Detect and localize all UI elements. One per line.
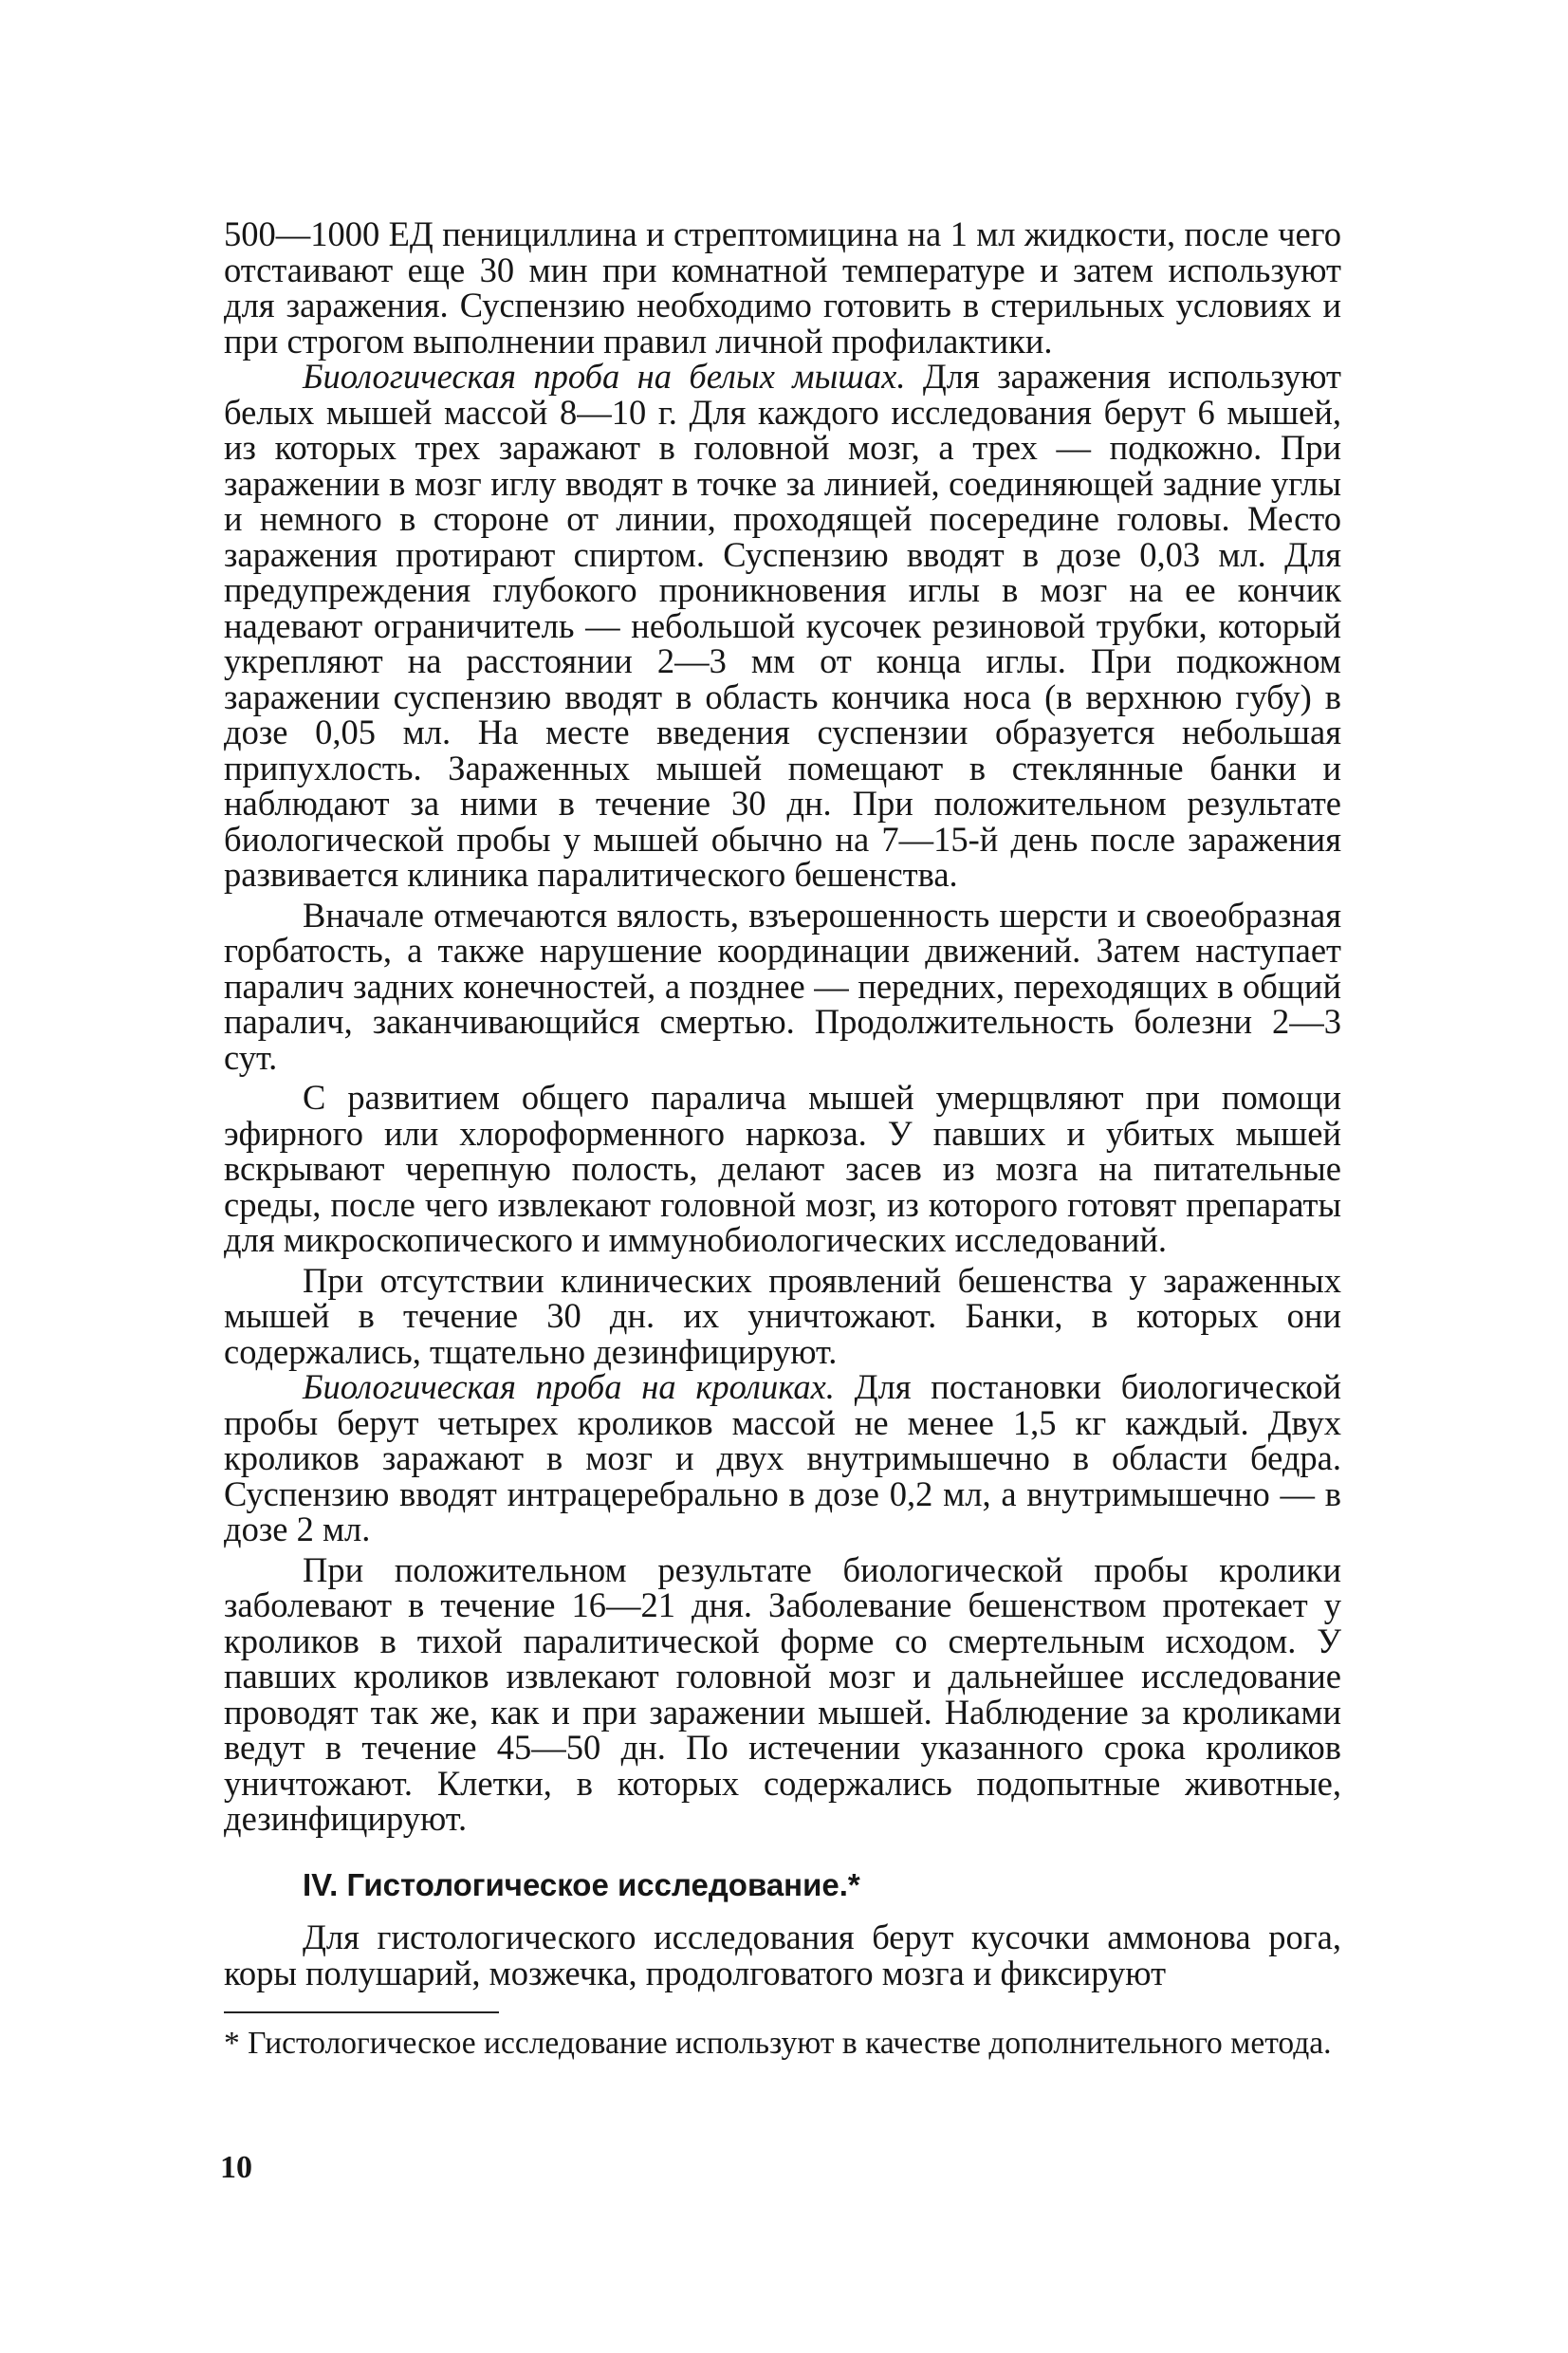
- paragraph-histology: Для гистологического исследования берут кусочки аммонова рога, коры полушарий, мозжечка, продолговатого мозга и фиксируют: [224, 1918, 1341, 1992]
- paragraph-symptoms: Вначале отмечаются вялость, взъерошенность шерсти и своеобразная горбатость, а также нарушение координации движений. Затем наступает паралич задних конечностей, а позднее — передних, переходящих в общий паралич, заканчивающийся смертью. Продолжительность болезни 2—3 сут.: [224, 895, 1341, 1077]
- paragraph-rabbit-result: При положительном результате биологической пробы кролики заболевают в течение 16—21 дня. Заболевание бешенством протекает у кроликов в тихой паралитической форме со смертельным исходом. У павших кроликов извлекают головной мозг и дальнейшее исследование проводят так же, как и при заражении мышей. Наблюдение за кроликами ведут в течение 45—50 дн. По истечении указанного срока кроликов уничтожают. Клетки, в которых содержались подопытные животные, дезинфицируют.: [224, 1549, 1341, 1838]
- footnote-divider: [224, 2011, 499, 2013]
- paragraph-rabbit-test: [224, 1369, 1341, 1547]
- rabbit-test-text: Для постановки биологической пробы берут четырех кроликов массой не менее 1,5 кг каждый. Двух кроликов заражают в мозг и двух внутримышечно в области бедра. Суспензию вводят интрацеребрально в дозе 0,2 мл, а внутримышечно — в дозе 2 мл.: [224, 1367, 1341, 1548]
- mice-test-text: Для заражения используют белых мышей массой 8—10 г. Для каждого исследования берут 6 мышей, из которых трех заражают в головной мозг, а трех — подкожно. При заражении в мозг иглу вводят в точке за линией, соединяющей задние углы и немного в стороне от линии, проходящей посередине головы. Место заражения протирают спиртом. Суспензию вводят в дозе 0,03 мл. Для предупреждения глубокого проникновения иглы в мозг на ее кончик надевают ограничитель — небольшой кусочек резиновой трубки, который укрепляют на расстоянии 2—3 мм от конца иглы. При подкожном заражении суспензию вводят в область кончика носа (в верхнюю губу) в дозе 0,05 мл. На месте введения суспензии образуется небольшая припухлость. Зараженных мышей помещают в стеклянные банки и наблюдают за ними в течение 30 дн. При положительном результате биологической пробы у мышей обычно на 7—15-й день после заражения развивается клиника паралитического бешенства.: [224, 357, 1341, 894]
- mice-test-title: Биологическая проба на белых мышах.: [303, 357, 906, 396]
- page-number: 10: [220, 2150, 252, 2185]
- paragraph-no-symptoms: При отсутствии клинических проявлений бешенства у зараженных мышей в течение 30 дн. их уничтожают. Банки, в которых они содержались, тщательно дезинфицируют.: [224, 1260, 1341, 1371]
- page-body: [224, 216, 1341, 2061]
- paragraph-paralysis: С развитием общего паралича мышей умерщвляют при помощи эфирного или хлороформенного наркоза. У павших и убитых мышей вскрывают черепную полость, делают засев из мозга на питательные среды, после чего извлекают головной мозг, из которого готовят препараты для микроскопического и иммунобиологических исследований.: [224, 1078, 1341, 1259]
- section-heading: IV. Гистологическое исследование.*: [303, 1866, 860, 1902]
- footnote: * Гистологическое исследование используют в качестве дополнительного метода.: [224, 2026, 1332, 2061]
- rabbit-test-title: Биологическая проба на кроликах.: [303, 1367, 835, 1406]
- paragraph-mice-test: [224, 359, 1341, 893]
- paragraph-1: 500—1000 ЕД пенициллина и стрептомицина на 1 мл жидкости, после чего отстаивают еще 30 мин при комнатной температуре и затем используют для заражения. Суспензию необходимо готовить в стерильных условиях и при строгом выполнении правил личной профилактики.: [224, 214, 1341, 361]
